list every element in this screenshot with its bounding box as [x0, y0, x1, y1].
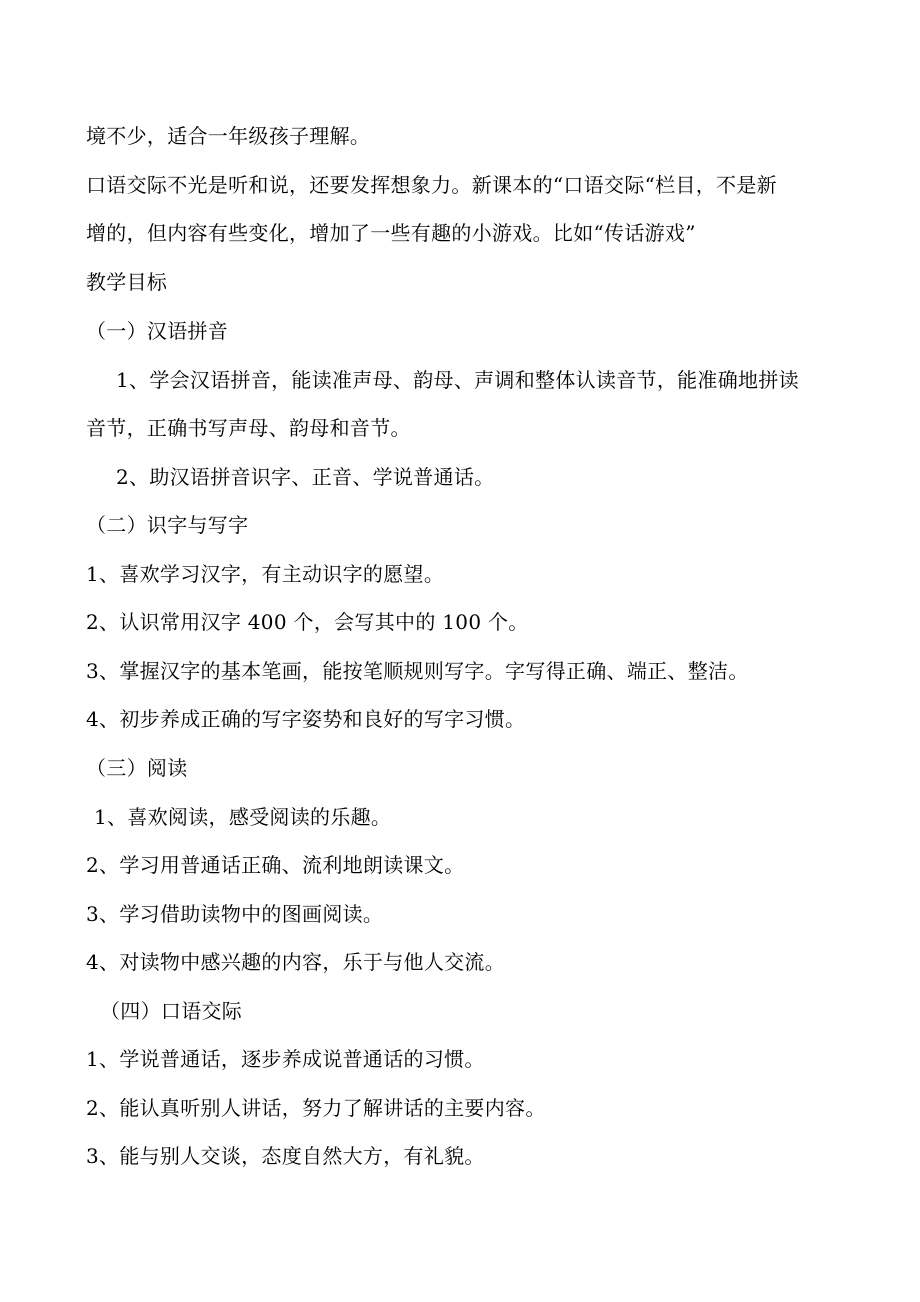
- list-item: 1、学说普通话，逐步养成说普通话的习惯。: [86, 1047, 485, 1071]
- subsection-heading: （二）识字与写字: [86, 513, 249, 537]
- list-item: 3、学习借助读物中的图画阅读。: [86, 902, 384, 926]
- list-item: 1、学会汉语拼音，能读准声母、韵母、声调和整体认读音节，能准确地拼读: [116, 368, 799, 392]
- list-item: 2、学习用普通话正确、流利地朗读课文。: [86, 853, 465, 877]
- section-heading: 教学目标: [86, 270, 168, 294]
- list-item: 3、掌握汉字的基本笔画，能按笔顺规则写字。字写得正确、端正、整洁。: [86, 659, 749, 683]
- paragraph-line: 口语交际不光是听和说，还要发挥想象力。新课本的“口语交际“栏目，不是新: [86, 173, 777, 197]
- subsection-heading: （三）阅读: [86, 756, 188, 780]
- subsection-heading: （四）口语交际: [100, 999, 243, 1023]
- list-item: 2、能认真听别人讲话，努力了解讲话的主要内容。: [86, 1096, 546, 1120]
- list-item: 2、认识常用汉字 400 个，会写其中的 100 个。: [86, 610, 529, 634]
- list-item: 3、能与别人交谈，态度自然大方，有礼貌。: [86, 1144, 485, 1168]
- list-item-continuation: 音节，正确书写声母、韵母和音节。: [86, 416, 411, 440]
- list-item: 1、喜欢阅读，感受阅读的乐趣。: [94, 805, 392, 829]
- paragraph-line: 境不少，适合一年级孩子理解。: [86, 124, 371, 148]
- list-item: 4、对读物中感兴趣的内容，乐于与他人交流。: [86, 950, 506, 974]
- list-item: 2、助汉语拼音识字、正音、学说普通话。: [116, 465, 495, 489]
- subsection-heading: （一）汉语拼音: [86, 319, 229, 343]
- paragraph-line: 增的，但内容有些变化，增加了一些有趣的小游戏。比如“传话游戏”: [86, 221, 696, 245]
- list-item: 1、喜欢学习汉字，有主动识字的愿望。: [86, 562, 445, 586]
- list-item: 4、初步养成正确的写字姿势和良好的写字习惯。: [86, 707, 526, 731]
